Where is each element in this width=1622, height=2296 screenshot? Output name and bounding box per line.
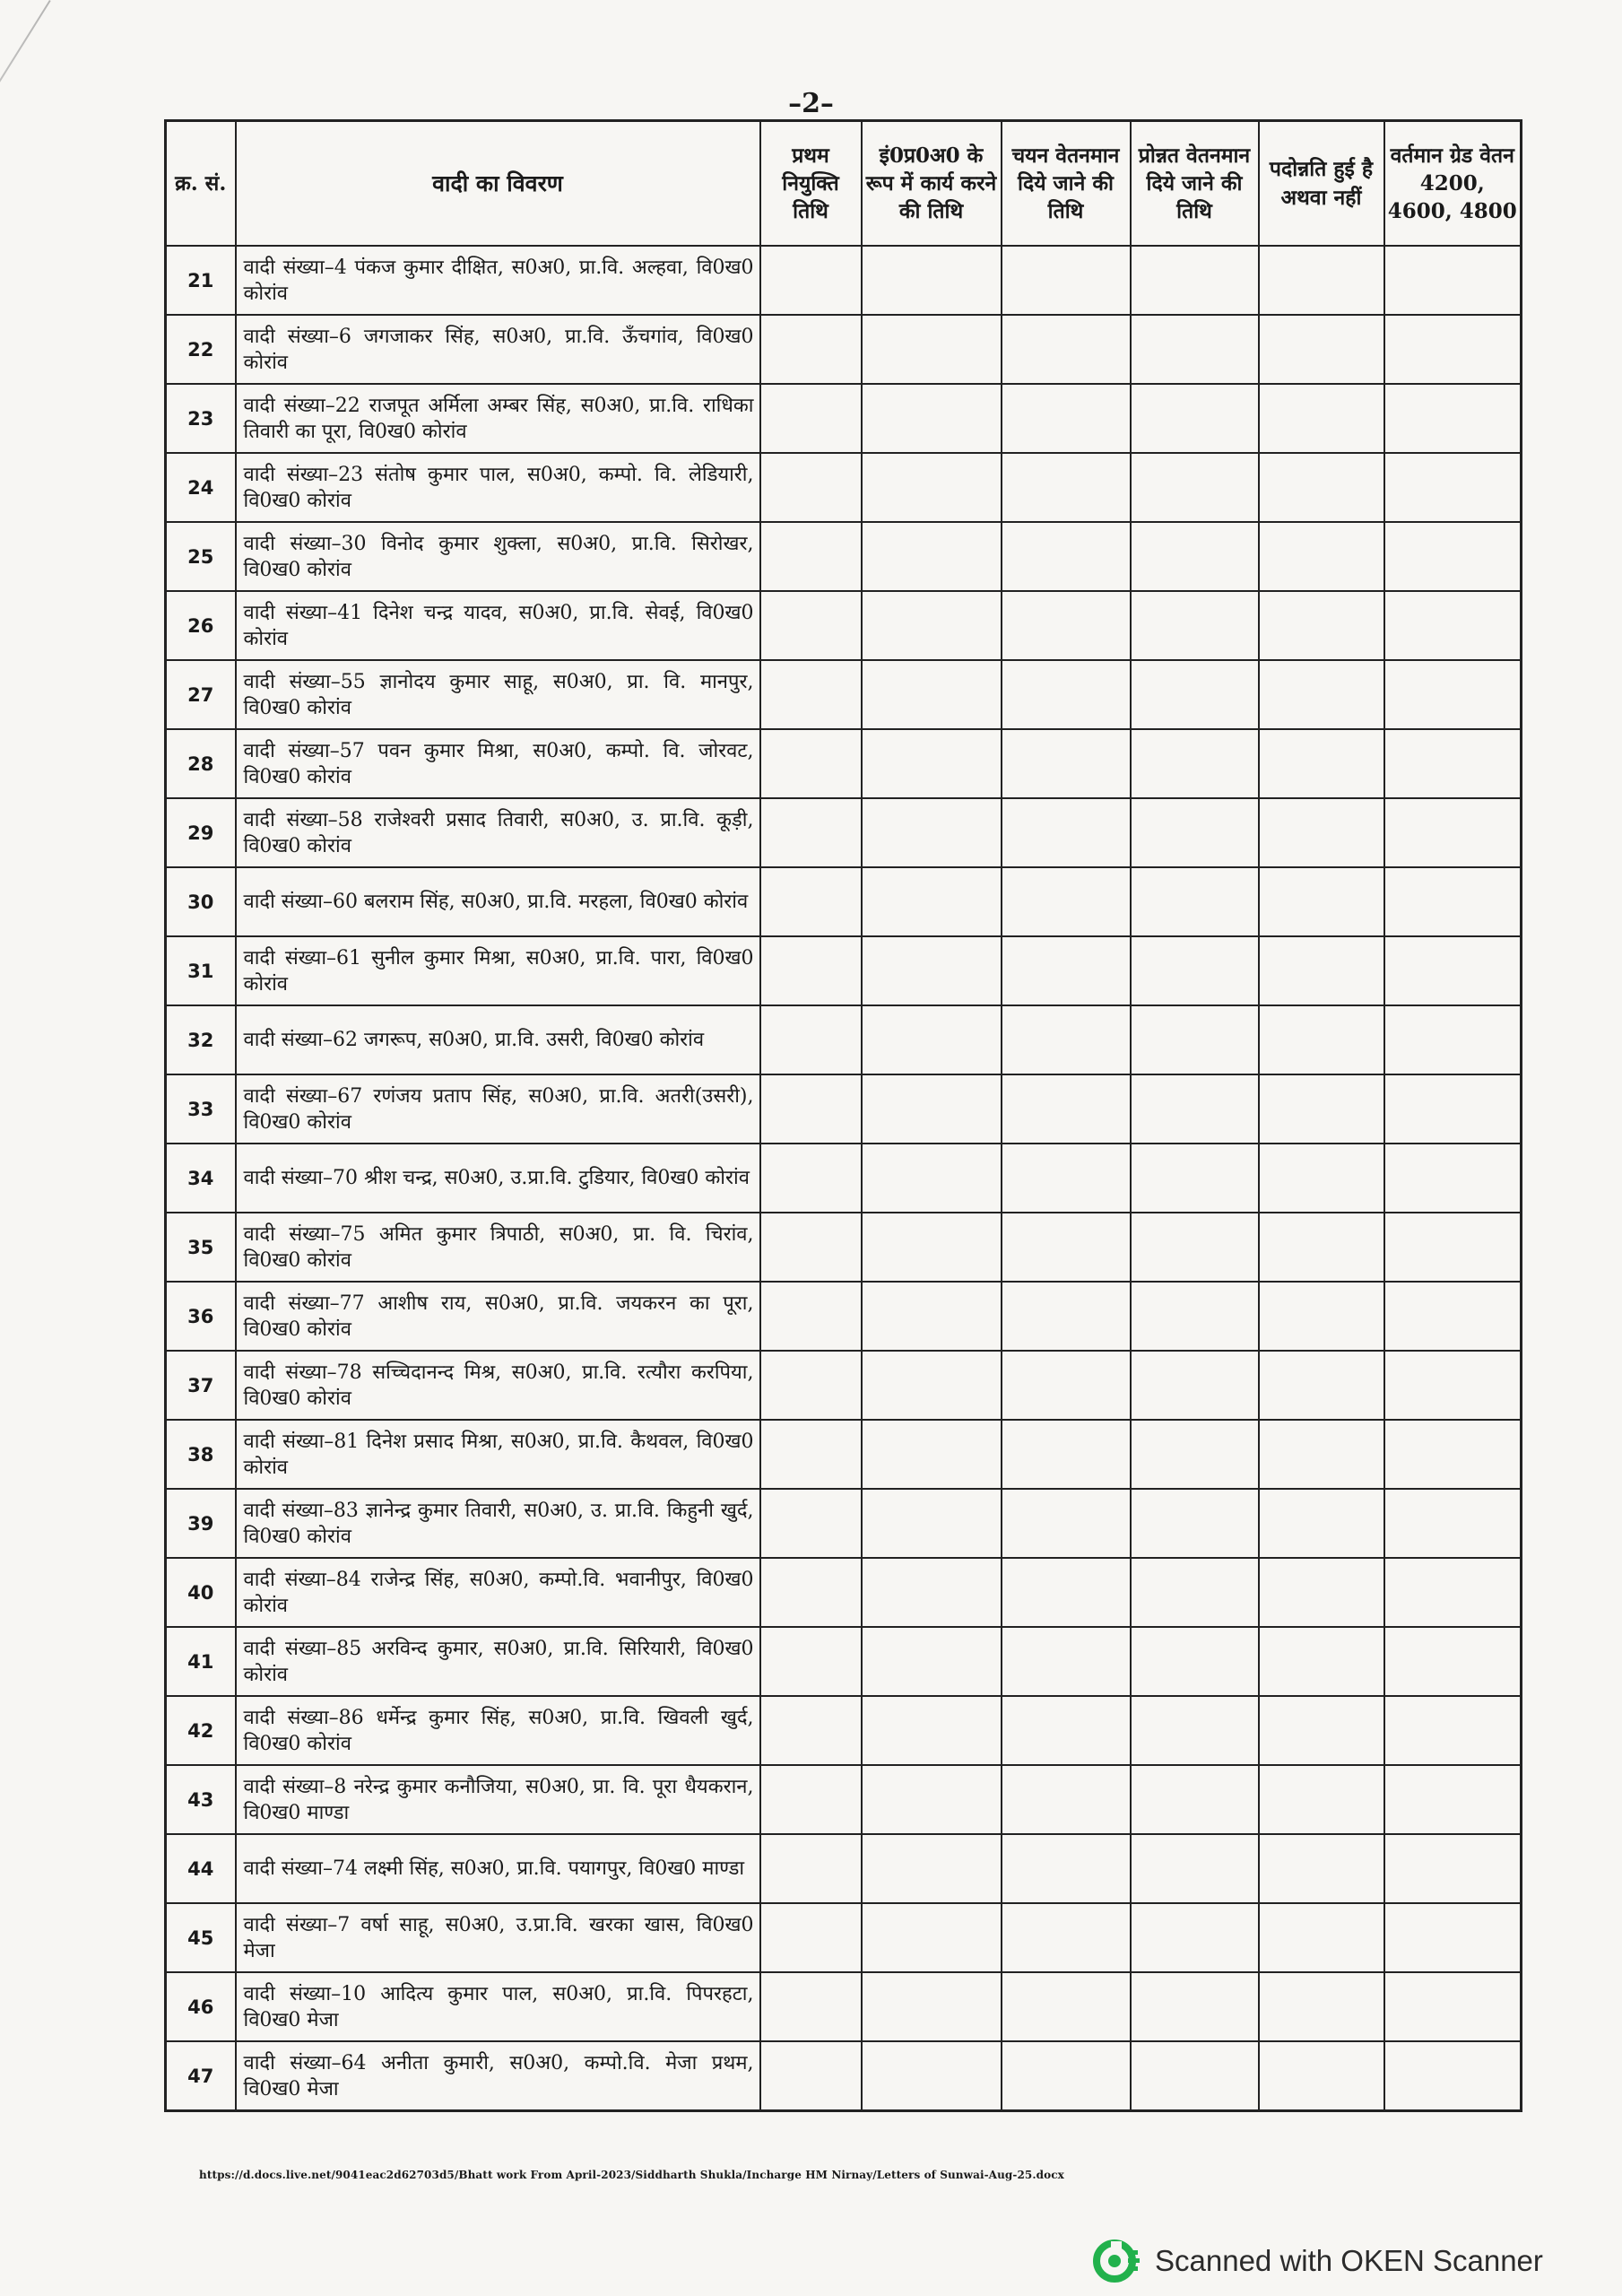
row-current-grade-pay-cell [1384, 1282, 1522, 1351]
row-serial-number: 42 [166, 1696, 236, 1765]
row-promoted-scale-date-cell [1131, 1696, 1259, 1765]
row-promoted-scale-date-cell [1131, 384, 1259, 453]
row-current-grade-pay-cell [1384, 1213, 1522, 1282]
row-serial-number: 31 [166, 936, 236, 1005]
table-row [166, 2041, 1522, 2111]
row-promotion-status-cell [1259, 1351, 1384, 1420]
row-promoted-scale-date-cell [1131, 1282, 1259, 1351]
row-selection-scale-date-cell [1002, 798, 1131, 867]
row-incharge-hm-date-cell [862, 1834, 1002, 1903]
row-serial-number: 25 [166, 522, 236, 591]
row-first-appointment-date-cell [760, 2041, 862, 2111]
row-promoted-scale-date-cell [1131, 1765, 1259, 1834]
document-path: https://d.docs.live.net/9041eac2d62703d5/Bhatt work From April-2023/Siddharth Shukla/Incharge HM Nirnay/Letters of Sunwai-Aug-25.docx [199, 2169, 1064, 2181]
row-first-appointment-date-cell [760, 1351, 862, 1420]
row-current-grade-pay-cell [1384, 1834, 1522, 1903]
row-serial-number: 29 [166, 798, 236, 867]
row-first-appointment-date-cell [760, 1627, 862, 1696]
row-promotion-status-cell [1259, 1420, 1384, 1489]
row-selection-scale-date-cell [1002, 1282, 1131, 1351]
row-first-appointment-date-cell [760, 1213, 862, 1282]
row-promotion-status-cell [1259, 867, 1384, 936]
row-first-appointment-date-cell [760, 1005, 862, 1074]
table-row [166, 522, 1522, 591]
row-serial-number: 46 [166, 1972, 236, 2041]
row-current-grade-pay-cell [1384, 1696, 1522, 1765]
row-promoted-scale-date-cell [1131, 1420, 1259, 1489]
table-row [166, 384, 1522, 453]
row-current-grade-pay-cell [1384, 660, 1522, 729]
row-serial-number: 22 [166, 315, 236, 384]
row-serial-number: 43 [166, 1765, 236, 1834]
row-promoted-scale-date-cell [1131, 729, 1259, 798]
table-header-row [166, 121, 1522, 247]
row-incharge-hm-date-cell [862, 1213, 1002, 1282]
row-promoted-scale-date-cell [1131, 246, 1259, 315]
row-current-grade-pay-cell [1384, 2041, 1522, 2111]
row-first-appointment-date-cell [760, 522, 862, 591]
row-promoted-scale-date-cell [1131, 1351, 1259, 1420]
scanner-watermark-text: Scanned with OKEN Scanner [1155, 2244, 1543, 2277]
row-selection-scale-date-cell [1002, 1834, 1131, 1903]
row-promotion-status-cell [1259, 1282, 1384, 1351]
row-current-grade-pay-cell [1384, 453, 1522, 522]
row-incharge-hm-date-cell [862, 867, 1002, 936]
row-incharge-hm-date-cell [862, 729, 1002, 798]
row-plaintiff-details: वादी संख्या–74 लक्ष्मी सिंह, स0अ0, प्रा.वि. पयागपुर, वि0ख0 माण्डा [236, 1834, 760, 1903]
table-row [166, 1558, 1522, 1627]
row-promotion-status-cell [1259, 729, 1384, 798]
table-row [166, 453, 1522, 522]
row-serial-number: 35 [166, 1213, 236, 1282]
row-plaintiff-details: वादी संख्या–67 रणंजय प्रताप सिंह, स0अ0, प्रा.वि. अतरी(उसरी), वि0ख0 कोरांव [236, 1074, 760, 1144]
row-selection-scale-date-cell [1002, 1765, 1131, 1834]
row-serial-number: 21 [166, 246, 236, 315]
row-selection-scale-date-cell [1002, 1420, 1131, 1489]
table-row [166, 1765, 1522, 1834]
table-row [166, 591, 1522, 660]
row-current-grade-pay-cell [1384, 1627, 1522, 1696]
row-plaintiff-details: वादी संख्या–78 सच्चिदानन्द मिश्र, स0अ0, प्रा.वि. रत्यौरा करपिया, वि0ख0 कोरांव [236, 1351, 760, 1420]
row-promoted-scale-date-cell [1131, 1144, 1259, 1213]
row-promotion-status-cell [1259, 1489, 1384, 1558]
row-plaintiff-details: वादी संख्या–22 राजपूत अर्मिला अम्बर सिंह, स0अ0, प्रा.वि. राधिका तिवारी का पूरा, वि0ख0 कोरांव [236, 384, 760, 453]
row-incharge-hm-date-cell [862, 384, 1002, 453]
row-selection-scale-date-cell [1002, 867, 1131, 936]
row-current-grade-pay-cell [1384, 1558, 1522, 1627]
row-serial-number: 40 [166, 1558, 236, 1627]
row-first-appointment-date-cell [760, 1903, 862, 1972]
row-promotion-status-cell [1259, 1765, 1384, 1834]
row-serial-number: 33 [166, 1074, 236, 1144]
row-incharge-hm-date-cell [862, 522, 1002, 591]
row-incharge-hm-date-cell [862, 591, 1002, 660]
header-plaintiff-details: वादी का विवरण [236, 121, 760, 247]
row-first-appointment-date-cell [760, 660, 862, 729]
table-row [166, 867, 1522, 936]
row-plaintiff-details: वादी संख्या–86 धर्मेन्द्र कुमार सिंह, स0अ0, प्रा.वि. खिवली खुर्द, वि0ख0 कोरांव [236, 1696, 760, 1765]
row-selection-scale-date-cell [1002, 1144, 1131, 1213]
row-promoted-scale-date-cell [1131, 936, 1259, 1005]
header-serial: क्र. सं. [166, 121, 236, 247]
row-plaintiff-details: वादी संख्या–57 पवन कुमार मिश्रा, स0अ0, कम्पो. वि. जोरवट, वि0ख0 कोरांव [236, 729, 760, 798]
row-first-appointment-date-cell [760, 867, 862, 936]
row-plaintiff-details: वादी संख्या–83 ज्ञानेन्द्र कुमार तिवारी, स0अ0, उ. प्रा.वि. किहुनी खुर्द, वि0ख0 कोरांव [236, 1489, 760, 1558]
row-promotion-status-cell [1259, 1834, 1384, 1903]
row-first-appointment-date-cell [760, 1144, 862, 1213]
row-first-appointment-date-cell [760, 936, 862, 1005]
row-incharge-hm-date-cell [862, 1489, 1002, 1558]
row-selection-scale-date-cell [1002, 453, 1131, 522]
row-promotion-status-cell [1259, 2041, 1384, 2111]
table-row [166, 1972, 1522, 2041]
row-serial-number: 36 [166, 1282, 236, 1351]
row-serial-number: 26 [166, 591, 236, 660]
table-row [166, 936, 1522, 1005]
table-row [166, 315, 1522, 384]
header-selection-scale-date: चयन वेतनमान दिये जाने की तिथि [1002, 121, 1131, 247]
table-row [166, 1696, 1522, 1765]
row-first-appointment-date-cell [760, 1489, 862, 1558]
row-current-grade-pay-cell [1384, 315, 1522, 384]
row-promotion-status-cell [1259, 315, 1384, 384]
scanner-watermark [1092, 2237, 1543, 2285]
row-serial-number: 37 [166, 1351, 236, 1420]
row-selection-scale-date-cell [1002, 936, 1131, 1005]
row-first-appointment-date-cell [760, 315, 862, 384]
row-plaintiff-details: वादी संख्या–75 अमित कुमार त्रिपाठी, स0अ0, प्रा. वि. चिरांव, वि0ख0 कोरांव [236, 1213, 760, 1282]
row-promotion-status-cell [1259, 1213, 1384, 1282]
row-promoted-scale-date-cell [1131, 522, 1259, 591]
row-plaintiff-details: वादी संख्या–7 वर्षा साहू, स0अ0, उ.प्रा.वि. खरका खास, वि0ख0 मेजा [236, 1903, 760, 1972]
row-incharge-hm-date-cell [862, 660, 1002, 729]
row-serial-number: 39 [166, 1489, 236, 1558]
row-first-appointment-date-cell [760, 1696, 862, 1765]
row-selection-scale-date-cell [1002, 1627, 1131, 1696]
row-plaintiff-details: वादी संख्या–6 जगजाकर सिंह, स0अ0, प्रा.वि. ऊँचगांव, वि0ख0 कोरांव [236, 315, 760, 384]
row-first-appointment-date-cell [760, 453, 862, 522]
row-incharge-hm-date-cell [862, 315, 1002, 384]
row-first-appointment-date-cell [760, 1282, 862, 1351]
table-row [166, 1144, 1522, 1213]
row-incharge-hm-date-cell [862, 1765, 1002, 1834]
row-promoted-scale-date-cell [1131, 798, 1259, 867]
row-current-grade-pay-cell [1384, 1420, 1522, 1489]
row-current-grade-pay-cell [1384, 936, 1522, 1005]
row-plaintiff-details: वादी संख्या–84 राजेन्द्र सिंह, स0अ0, कम्पो.वि. भवानीपुर, वि0ख0 कोरांव [236, 1558, 760, 1627]
row-current-grade-pay-cell [1384, 591, 1522, 660]
row-promoted-scale-date-cell [1131, 2041, 1259, 2111]
row-selection-scale-date-cell [1002, 660, 1131, 729]
table-row [166, 1903, 1522, 1972]
row-plaintiff-details: वादी संख्या–70 श्रीश चन्द्र, स0अ0, उ.प्रा.वि. टुडियार, वि0ख0 कोरांव [236, 1144, 760, 1213]
table-row [166, 660, 1522, 729]
row-current-grade-pay-cell [1384, 729, 1522, 798]
table-row [166, 1282, 1522, 1351]
row-promotion-status-cell [1259, 1005, 1384, 1074]
row-plaintiff-details: वादी संख्या–60 बलराम सिंह, स0अ0, प्रा.वि. मरहला, वि0ख0 कोरांव [236, 867, 760, 936]
row-incharge-hm-date-cell [862, 1627, 1002, 1696]
row-incharge-hm-date-cell [862, 2041, 1002, 2111]
oken-scanner-logo-icon [1092, 2237, 1141, 2285]
header-first-appointment-date: प्रथम नियुक्ति तिथि [760, 121, 862, 247]
row-first-appointment-date-cell [760, 798, 862, 867]
row-plaintiff-details: वादी संख्या–55 ज्ञानोदय कुमार साहू, स0अ0, प्रा. वि. मानपुर, वि0ख0 कोरांव [236, 660, 760, 729]
row-selection-scale-date-cell [1002, 1213, 1131, 1282]
row-selection-scale-date-cell [1002, 522, 1131, 591]
row-promoted-scale-date-cell [1131, 1627, 1259, 1696]
row-promoted-scale-date-cell [1131, 591, 1259, 660]
row-promoted-scale-date-cell [1131, 1972, 1259, 2041]
row-incharge-hm-date-cell [862, 1282, 1002, 1351]
row-selection-scale-date-cell [1002, 1489, 1131, 1558]
row-first-appointment-date-cell [760, 1074, 862, 1144]
row-incharge-hm-date-cell [862, 453, 1002, 522]
table-row [166, 1420, 1522, 1489]
row-promotion-status-cell [1259, 660, 1384, 729]
row-promoted-scale-date-cell [1131, 867, 1259, 936]
row-current-grade-pay-cell [1384, 1903, 1522, 1972]
row-plaintiff-details: वादी संख्या–41 दिनेश चन्द्र यादव, स0अ0, प्रा.वि. सेवई, वि0ख0 कोरांव [236, 591, 760, 660]
row-plaintiff-details: वादी संख्या–8 नरेन्द्र कुमार कनौजिया, स0अ0, प्रा. वि. पूरा धैयकरान, वि0ख0 माण्डा [236, 1765, 760, 1834]
row-selection-scale-date-cell [1002, 246, 1131, 315]
row-promoted-scale-date-cell [1131, 1558, 1259, 1627]
row-plaintiff-details: वादी संख्या–4 पंकज कुमार दीक्षित, स0अ0, प्रा.वि. अल्हवा, वि0ख0 कोरांव [236, 246, 760, 315]
row-incharge-hm-date-cell [862, 1903, 1002, 1972]
row-promotion-status-cell [1259, 591, 1384, 660]
row-current-grade-pay-cell [1384, 1765, 1522, 1834]
row-promoted-scale-date-cell [1131, 1903, 1259, 1972]
header-current-grade-pay: वर्तमान ग्रेड वेतन 4200, 4600, 4800 [1384, 121, 1522, 247]
row-incharge-hm-date-cell [862, 1074, 1002, 1144]
header-promoted-scale-date: प्रोन्नत वेतनमान दिये जाने की तिथि [1131, 121, 1259, 247]
row-plaintiff-details: वादी संख्या–77 आशीष राय, स0अ0, प्रा.वि. जयकरन का पूरा, वि0ख0 कोरांव [236, 1282, 760, 1351]
row-plaintiff-details: वादी संख्या–30 विनोद कुमार शुक्ला, स0अ0, प्रा.वि. सिरोखर, वि0ख0 कोरांव [236, 522, 760, 591]
row-promoted-scale-date-cell [1131, 1489, 1259, 1558]
row-first-appointment-date-cell [760, 384, 862, 453]
row-selection-scale-date-cell [1002, 384, 1131, 453]
header-incharge-hm-date: इं0प्र0अ0 के रूप में कार्य करने की तिथि [862, 121, 1002, 247]
row-plaintiff-details: वादी संख्या–62 जगरूप, स0अ0, प्रा.वि. उसरी, वि0ख0 कोरांव [236, 1005, 760, 1074]
row-first-appointment-date-cell [760, 1972, 862, 2041]
row-promoted-scale-date-cell [1131, 1074, 1259, 1144]
row-first-appointment-date-cell [760, 1765, 862, 1834]
table-row [166, 1074, 1522, 1144]
row-plaintiff-details: वादी संख्या–58 राजेश्वरी प्रसाद तिवारी, स0अ0, उ. प्रा.वि. कूड़ी, वि0ख0 कोरांव [236, 798, 760, 867]
row-first-appointment-date-cell [760, 729, 862, 798]
table-row [166, 798, 1522, 867]
row-incharge-hm-date-cell [862, 246, 1002, 315]
row-promotion-status-cell [1259, 384, 1384, 453]
table-row [166, 1005, 1522, 1074]
row-incharge-hm-date-cell [862, 798, 1002, 867]
row-serial-number: 32 [166, 1005, 236, 1074]
row-promotion-status-cell [1259, 1144, 1384, 1213]
row-promoted-scale-date-cell [1131, 315, 1259, 384]
row-current-grade-pay-cell [1384, 1074, 1522, 1144]
table-row [166, 1351, 1522, 1420]
row-promotion-status-cell [1259, 1074, 1384, 1144]
row-plaintiff-details: वादी संख्या–61 सुनील कुमार मिश्रा, स0अ0, प्रा.वि. पारा, वि0ख0 कोरांव [236, 936, 760, 1005]
row-promotion-status-cell [1259, 453, 1384, 522]
row-current-grade-pay-cell [1384, 1489, 1522, 1558]
row-promotion-status-cell [1259, 1558, 1384, 1627]
row-current-grade-pay-cell [1384, 1005, 1522, 1074]
row-plaintiff-details: वादी संख्या–23 संतोष कुमार पाल, स0अ0, कम्पो. वि. लेडियारी, वि0ख0 कोरांव [236, 453, 760, 522]
row-promotion-status-cell [1259, 1972, 1384, 2041]
table-row [166, 729, 1522, 798]
row-current-grade-pay-cell [1384, 1351, 1522, 1420]
table-row [166, 1834, 1522, 1903]
row-serial-number: 38 [166, 1420, 236, 1489]
row-selection-scale-date-cell [1002, 1903, 1131, 1972]
row-selection-scale-date-cell [1002, 1696, 1131, 1765]
row-selection-scale-date-cell [1002, 729, 1131, 798]
plaintiff-table [164, 119, 1522, 2112]
row-promotion-status-cell [1259, 936, 1384, 1005]
row-plaintiff-details: वादी संख्या–64 अनीता कुमारी, स0अ0, कम्पो.वि. मेजा प्रथम, वि0ख0 मेजा [236, 2041, 760, 2111]
row-selection-scale-date-cell [1002, 2041, 1131, 2111]
row-serial-number: 44 [166, 1834, 236, 1903]
row-selection-scale-date-cell [1002, 315, 1131, 384]
row-promotion-status-cell [1259, 798, 1384, 867]
row-current-grade-pay-cell [1384, 246, 1522, 315]
table-body [166, 246, 1522, 2111]
row-current-grade-pay-cell [1384, 867, 1522, 936]
row-first-appointment-date-cell [760, 1834, 862, 1903]
row-selection-scale-date-cell [1002, 1558, 1131, 1627]
row-promoted-scale-date-cell [1131, 453, 1259, 522]
row-plaintiff-details: वादी संख्या–85 अरविन्द कुमार, स0अ0, प्रा.वि. सिरियारी, वि0ख0 कोरांव [236, 1627, 760, 1696]
row-promotion-status-cell [1259, 246, 1384, 315]
row-current-grade-pay-cell [1384, 798, 1522, 867]
row-promotion-status-cell [1259, 1696, 1384, 1765]
row-current-grade-pay-cell [1384, 1972, 1522, 2041]
row-current-grade-pay-cell [1384, 384, 1522, 453]
row-selection-scale-date-cell [1002, 1074, 1131, 1144]
row-plaintiff-details: वादी संख्या–81 दिनेश प्रसाद मिश्रा, स0अ0, प्रा.वि. कैथवल, वि0ख0 कोरांव [236, 1420, 760, 1489]
row-current-grade-pay-cell [1384, 1144, 1522, 1213]
row-serial-number: 24 [166, 453, 236, 522]
table-row [166, 1627, 1522, 1696]
row-serial-number: 47 [166, 2041, 236, 2111]
row-serial-number: 34 [166, 1144, 236, 1213]
row-incharge-hm-date-cell [862, 1420, 1002, 1489]
row-current-grade-pay-cell [1384, 522, 1522, 591]
row-serial-number: 41 [166, 1627, 236, 1696]
row-promotion-status-cell [1259, 1903, 1384, 1972]
row-incharge-hm-date-cell [862, 1005, 1002, 1074]
row-selection-scale-date-cell [1002, 1972, 1131, 2041]
row-promoted-scale-date-cell [1131, 1834, 1259, 1903]
row-first-appointment-date-cell [760, 1558, 862, 1627]
table-row [166, 1213, 1522, 1282]
row-serial-number: 28 [166, 729, 236, 798]
row-first-appointment-date-cell [760, 1420, 862, 1489]
row-promoted-scale-date-cell [1131, 660, 1259, 729]
row-incharge-hm-date-cell [862, 1144, 1002, 1213]
row-promoted-scale-date-cell [1131, 1005, 1259, 1074]
row-selection-scale-date-cell [1002, 1351, 1131, 1420]
row-promotion-status-cell [1259, 522, 1384, 591]
row-plaintiff-details: वादी संख्या–10 आदित्य कुमार पाल, स0अ0, प्रा.वि. पिपरहटा, वि0ख0 मेजा [236, 1972, 760, 2041]
row-serial-number: 27 [166, 660, 236, 729]
row-incharge-hm-date-cell [862, 1972, 1002, 2041]
row-serial-number: 45 [166, 1903, 236, 1972]
row-serial-number: 30 [166, 867, 236, 936]
row-incharge-hm-date-cell [862, 1696, 1002, 1765]
table-row [166, 246, 1522, 315]
row-first-appointment-date-cell [760, 246, 862, 315]
row-serial-number: 23 [166, 384, 236, 453]
row-incharge-hm-date-cell [862, 936, 1002, 1005]
row-first-appointment-date-cell [760, 591, 862, 660]
row-incharge-hm-date-cell [862, 1351, 1002, 1420]
page-number: –2– [788, 88, 834, 119]
row-incharge-hm-date-cell [862, 1558, 1002, 1627]
row-promotion-status-cell [1259, 1627, 1384, 1696]
table-row [166, 1489, 1522, 1558]
row-selection-scale-date-cell [1002, 591, 1131, 660]
row-selection-scale-date-cell [1002, 1005, 1131, 1074]
row-promoted-scale-date-cell [1131, 1213, 1259, 1282]
header-promotion-status: पदोन्नति हुई है अथवा नहीं [1259, 121, 1384, 247]
